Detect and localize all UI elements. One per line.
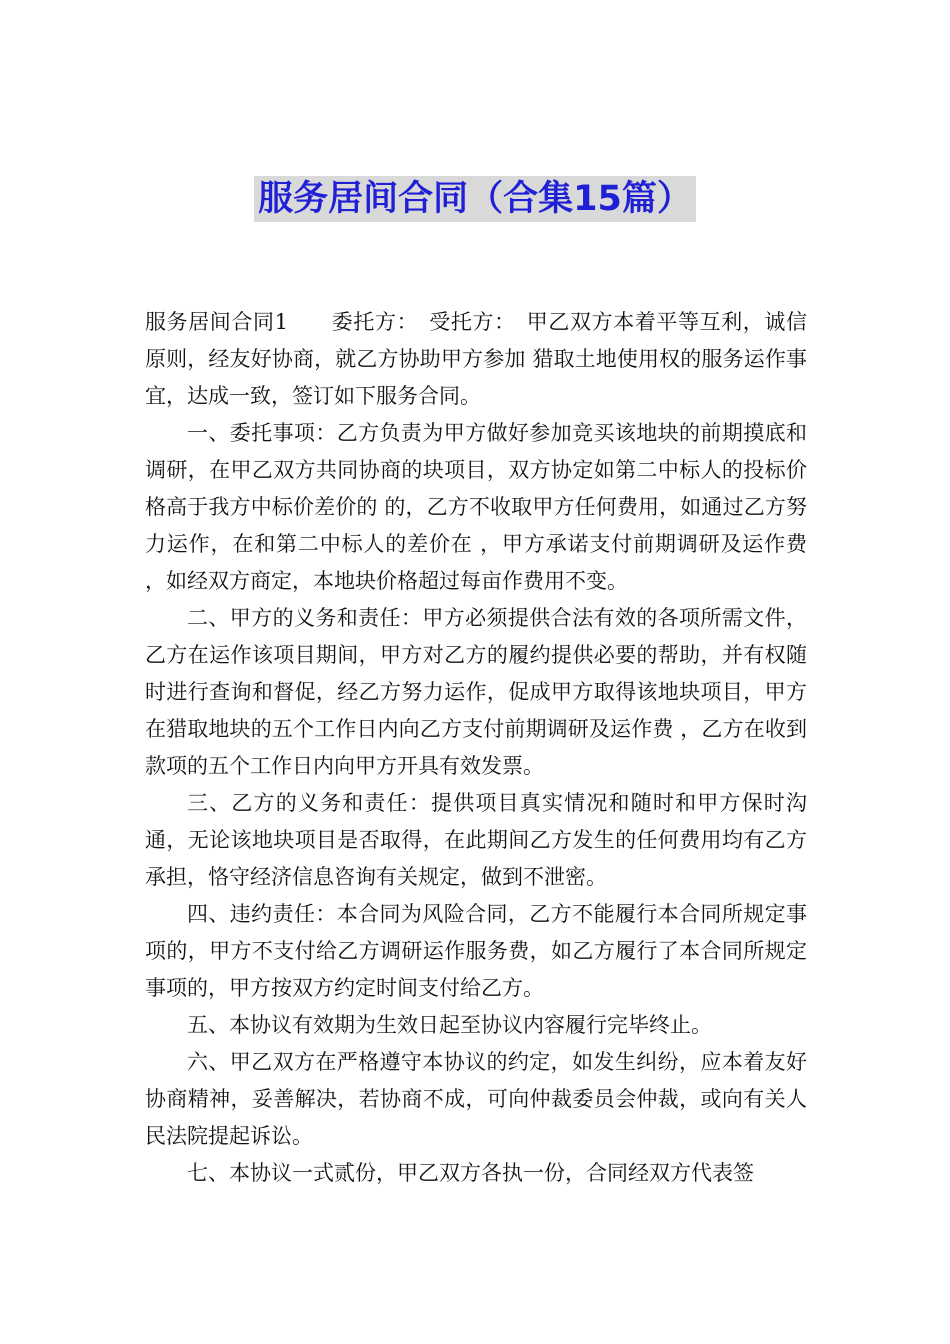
- paragraph-clause-1: 一、委托事项：乙方负责为甲方做好参加竞买该地块的前期摸底和调研，在甲乙双方共同协商的块项目，双方协定如第二中标人的投标价格高于我方中标价差价的 的，乙方不收取甲方任何费用，如通过乙方努力运作，在和第二中标人的差价在 ，甲方承诺支付前期调研及运作费 ，如经双方商定，本地块价格超过每亩作费用不变。: [145, 421, 807, 593]
- paragraph-clause-7: 七、本协议一式贰份，甲乙双方各执一份，合同经双方代表签: [187, 1161, 754, 1185]
- paragraph-clause-3: 三、乙方的义务和责任：提供项目真实情况和随时和甲方保时沟通，无论该地块项目是否取得，在此期间乙方发生的任何费用均有乙方承担，恪守经济信息咨询有关规定，做到不泄密。: [145, 791, 807, 889]
- paragraph-clause-4: 四、违约责任：本合同为风险合同，乙方不能履行本合同所规定事项的，甲方不支付给乙方调研运作服务费，如乙方履行了本合同所规定事项的，甲方按双方约定时间支付给乙方。: [145, 902, 807, 1000]
- title-container: [0, 176, 950, 222]
- paragraph-clause-5: 五、本协议有效期为生效日起至协议内容履行完毕终止。: [187, 1013, 712, 1037]
- document-body: [145, 304, 807, 1192]
- paragraph-intro: 服务居间合同1 委托方： 受托方： 甲乙双方本着平等互利，诚信原则，经友好协商，就乙方协助甲方参加 猎取土地使用权的服务运作事宜，达成一致，签订如下服务合同。: [145, 310, 807, 408]
- paragraph-clause-6: 六、甲乙双方在严格遵守本协议的约定，如发生纠纷，应本着友好协商精神，妥善解决，若协商不成，可向仲裁委员会仲裁，或向有关人民法院提起诉讼。: [145, 1050, 807, 1148]
- paragraph-clause-2: 二、甲方的义务和责任：甲方必须提供合法有效的各项所需文件，乙方在运作该项目期间，甲方对乙方的履约提供必要的帮助，并有权随时进行查询和督促，经乙方努力运作，促成甲方取得该地块项目，甲方在猎取地块的五个工作日内向乙方支付前期调研及运作费 ，乙方在收到款项的五个工作日内向甲方开具有效发票。: [145, 606, 807, 778]
- document-title: 服务居间合同（合集15篇）: [254, 176, 696, 222]
